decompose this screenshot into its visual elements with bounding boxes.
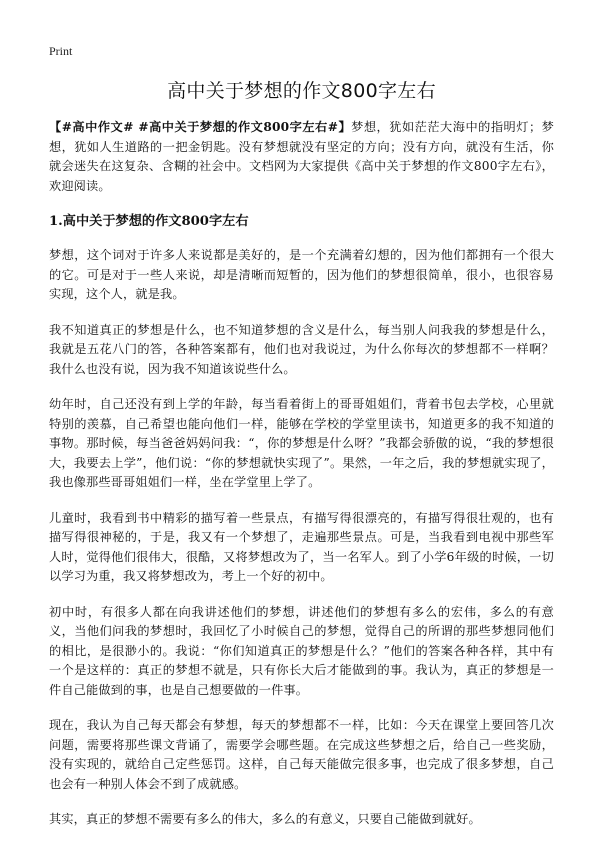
paragraph-6: 现在，我认为自己每天都会有梦想，每天的梦想都不一样，比如：今天在课堂上要回答几次问题，需要将那些课文背诵了，需要学会哪些题。在完成这些梦想之后，给自己一些奖励，没有实现的，就给自己定些惩罚。这样，自己每天能做完很多事，也完成了很多梦想，自己也会有一种别人体会不到了成就感。 [49, 718, 554, 791]
section-heading: 1.高中关于梦想的作文800字左右 [49, 214, 249, 229]
intro-paragraph [49, 118, 554, 196]
paragraph-1: 梦想，这个词对于许多人来说都是美好的，是一个充满着幻想的，因为他们都拥有一个很大的它。可是对于一些人来说，却是清晰而短暂的，因为他们的梦想很简单，很小，也很容易实现，这个人，就是我。 [49, 248, 554, 301]
paragraph-2: 我不知道真正的梦想是什么，也不知道梦想的含义是什么，每当别人问我我的梦想是什么，我就是五花八门的答，各种答案都有，他们也对我说过，为什么你每次的梦想都不一样啊？我什么也没有说，因为我不知道该说些什么。 [49, 322, 554, 376]
document-body [49, 78, 554, 846]
paragraph-5: 初中时，有很多人都在向我讲述他们的梦想，讲述他们的梦想有多么的宏伟，多么的有意义，当他们问我的梦想时，我回忆了小时候自己的梦想，觉得自己的所谓的那些梦想同他们的相比，是很渺小的。我说：“你们知道真正的梦想是什么？”他们的答案各种各样，其中有一个是这样的：真正的梦想不就是，只有你长大后才能做到的事。我认为，真正的梦想是一件自己能做到的事，也是自己想要做的一件事。 [49, 604, 554, 697]
intro-text: 梦想，犹如茫茫大海中的指明灯；梦想，犹如人生道路的一把金钥匙。没有梦想就没有坚定的方向；没有方向，就没有生活，你就会迷失在这复杂、含糊的社会中。文档网为大家提供《高中关于梦想的作文800字左右》，欢迎阅读。 [49, 120, 554, 193]
print-link[interactable]: Print [49, 44, 73, 58]
paragraph-3: 幼年时，自己还没有到上学的年龄，每当看着街上的哥哥姐姐们，背着书包去学校，心里就特别的羡慕，自己希望也能向他们一样，能够在学校的学堂里读书，知道更多的我不知道的事物。那时候，每当爸爸妈妈问我：“，你的梦想是什么呀？”我都会骄傲的说，“我的梦想很大，我要去上学”，他们说：“你的梦想就快实现了”。果然，一年之后，我的梦想就实现了，我也像那些哥哥姐姐们一样，坐在学堂里上学了。 [49, 397, 554, 489]
intro-tag: 【#高中作文# #高中关于梦想的作文800字左右#】 [49, 120, 352, 134]
paragraph-4: 儿童时，我看到书中精彩的描写着一些景点，有描写得很漂亮的，有描写得很壮观的，也有描写得很神秘的，于是，我又有一个梦想了，走遍那些景点。可是，当我看到电视中那些军人时，觉得他们很伟大，很酷，又将梦想改为了，当一名军人。到了小学6年级的时候，一切以学习为重，我又将梦想改为，考上一个好的初中。 [49, 510, 554, 583]
page-title: 高中关于梦想的作文800字左右 [167, 80, 436, 102]
paragraph-7: 其实，真正的梦想不需要有多么的伟大，多么的有意义，只要自己能做到就好。 [49, 812, 481, 826]
